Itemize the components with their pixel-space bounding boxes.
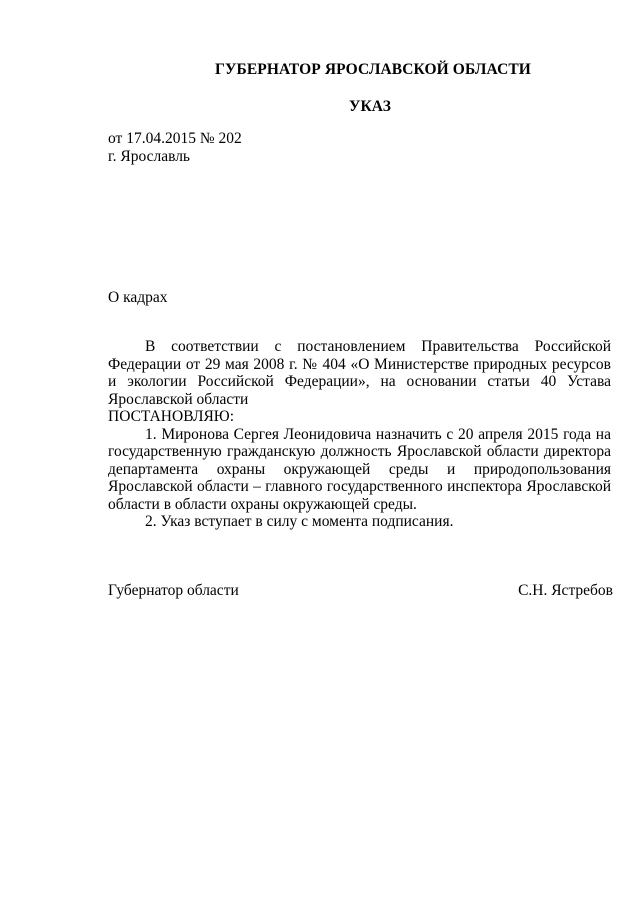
decree-word: ПОСТАНОВЛЯЮ: (108, 408, 235, 425)
signatory-position: Губернатор области (108, 582, 239, 599)
decree-item-1: 1. Миронова Сергея Леонидовича назначить с 20 апреля 2015 года на государственную гражданскую должность Ярославской области директора департамента охраны окружающей среды и природопользования Ярославской области – главного государственного инспектора Ярославской области в области охраны окружающей среды. (108, 425, 611, 513)
document-type-heading: УКАЗ (348, 98, 391, 115)
decree-item-2: 2. Указ вступает в силу с момента подписания. (145, 513, 454, 530)
document-subject: О кадрах (108, 289, 168, 306)
document-body (108, 338, 611, 531)
document-date-number: от 17.04.2015 № 202 (108, 130, 242, 147)
document-authority-heading: ГУБЕРНАТОР ЯРОСЛАВСКОЙ ОБЛАСТИ (215, 61, 531, 78)
preamble-paragraph: В соответствии с постановлением Правительства Российской Федерации от 29 мая 2008 г. № 404 «О Министерстве природных ресурсов и экологии Российской Федерации», на основании статьи 40 Устава Ярославской области (108, 338, 611, 408)
signatory-name: С.Н. Ястребов (518, 582, 613, 599)
document-place: г. Ярославль (108, 148, 190, 165)
